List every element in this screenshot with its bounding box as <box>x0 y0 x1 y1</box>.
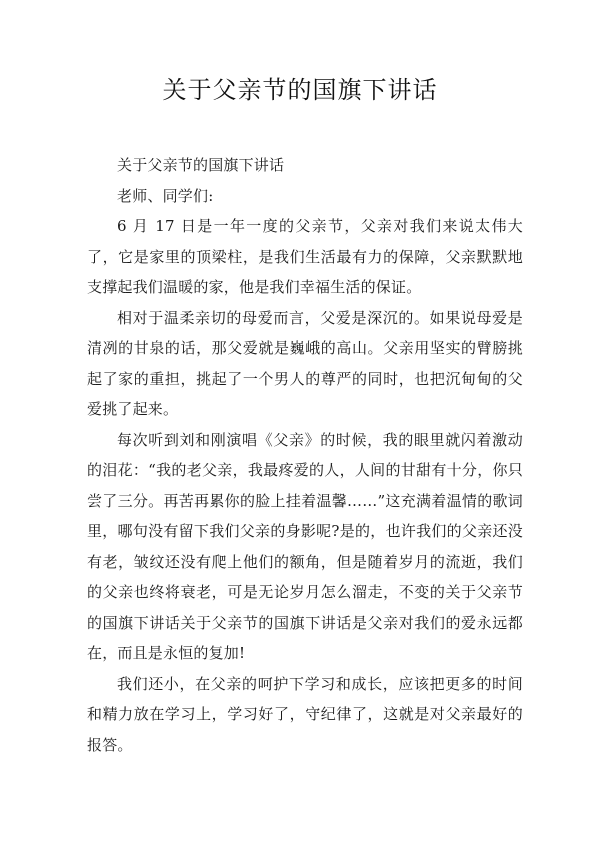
paragraph-2: 相对于温柔亲切的母爱而言，父爱是深沉的。如果说母爱是清冽的甘泉的话，那父爱就是巍峨的高山。父亲用坚实的臂膀挑起了家的重担，挑起了一个男人的尊严的同时，也把沉甸甸的父爱挑了起来。 <box>87 308 523 418</box>
paragraph-1: 6 月 17 日是一年一度的父亲节，父亲对我们来说太伟大了，它是家里的顶梁柱，是我们生活最有力的保障，父亲默默地支撑起我们温暖的家，他是我们幸福生活的保证。 <box>87 217 523 296</box>
document-body <box>87 150 523 760</box>
paragraph-greeting: 老师、同学们: <box>117 186 214 205</box>
paragraph-4: 我们还小，在父亲的呵护下学习和成长，应该把更多的时间和精力放在学习上，学习好了，守纪律了，这就是对父亲最好的报答。 <box>87 674 523 754</box>
document-title: 关于父亲节的国旗下讲话 <box>162 76 438 104</box>
paragraph-3: 每次听到刘和刚演唱《父亲》的时候，我的眼里就闪着激动的泪花：“我的老父亲，我最疼爱的人，人间的甘甜有十分，你只尝了三分。再苦再累你的脸上挂着温馨……”这充满着温情的歌词里，哪句没有留下我们父亲的身影呢?是的，也许我们的父亲还没有老，皱纹还没有爬上他们的额角，但是随着岁月的流逝，我们的父亲也终将衰老，可是无论岁月怎么溜走，不变的关于父亲节的国旗下讲话关于父亲节的国旗下讲话是父亲对我们的爱永远都在，而且是永恒的复加! <box>87 430 523 662</box>
paragraph-subtitle: 关于父亲节的国旗下讲话 <box>117 156 285 174</box>
